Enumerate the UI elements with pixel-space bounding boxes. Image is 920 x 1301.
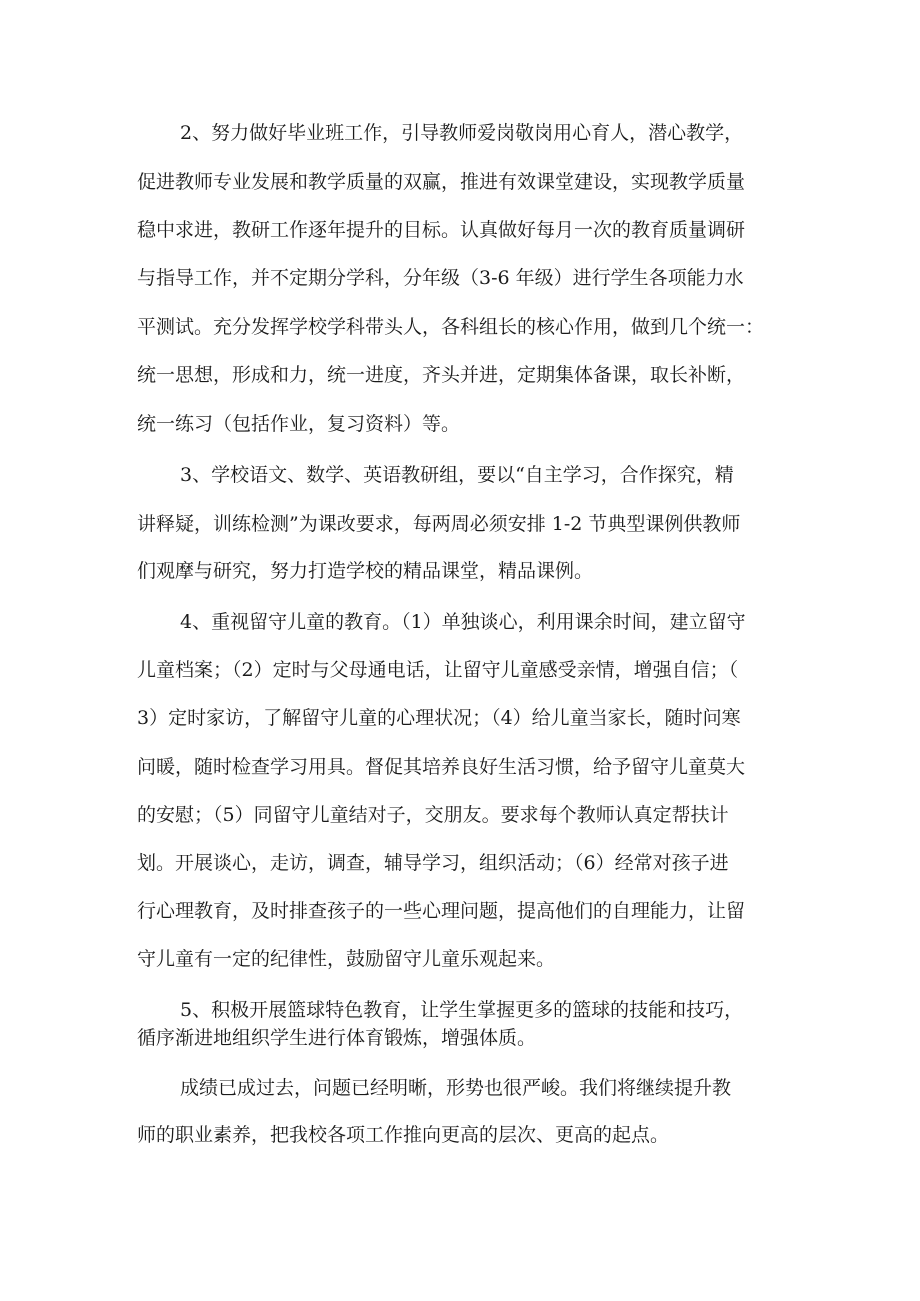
paragraph-2-line-2: 促进教师专业发展和教学质量的双赢，推进有效课堂建设，实现教学质量 bbox=[137, 171, 746, 193]
paragraph-2-line-7: 统一练习（包括作业，复习资料）等。 bbox=[137, 413, 461, 435]
paragraph-4-line-5: 的安慰；（5）同留守儿童结对子，交朋友。要求每个教师认真定帮扶计 bbox=[137, 804, 729, 826]
paragraph-2-line-6: 统一思想，形成和力，统一进度，齐头并进，定期集体备课，取长补断， bbox=[137, 364, 746, 386]
paragraph-4-line-6: 划。开展谈心，走访，调查，辅导学习，组织活动；（6）经常对孩子进 bbox=[137, 852, 729, 874]
paragraph-5-line-1: 5、积极开展篮球特色教育，让学生掌握更多的篮球的技能和技巧， bbox=[180, 999, 744, 1021]
paragraph-4-line-2: 儿童档案；（2）定时与父母通电话，让留守儿童感受亲情，增强自信；（ bbox=[137, 659, 739, 681]
paragraph-3-line-1: 3、学校语文、数学、英语教研组，要以“自主学习，合作探究，精 bbox=[180, 464, 734, 486]
paragraph-4-line-8: 守儿童有一定的纪律性，鼓励留守儿童乐观起来。 bbox=[137, 948, 556, 970]
paragraph-2-line-5: 平测试。充分发挥学校学科带头人，各科组长的核心作用，做到几个统一： bbox=[137, 316, 765, 338]
paragraph-4-line-3: 3）定时家访，了解留守儿童的心理状况；（4）给儿童当家长，随时问寒 bbox=[137, 707, 741, 729]
paragraph-4-line-1: 4、重视留守儿童的教育。（1）单独谈心，利用课余时间，建立留守 bbox=[180, 611, 746, 633]
paragraph-2-line-4: 与指导工作，并不定期分学科，分年级（3-6 年级）进行学生各项能力水 bbox=[137, 267, 744, 289]
paragraph-3-line-3: 们观摩与研究，努力打造学校的精品课堂，精品课例。 bbox=[137, 560, 594, 582]
paragraph-2-line-1: 2、努力做好毕业班工作，引导教师爱岗敬岗用心育人，潜心教学， bbox=[180, 122, 744, 144]
closing-paragraph-line-2: 师的职业素养，把我校各项工作推向更高的层次、更高的起点。 bbox=[137, 1124, 670, 1146]
paragraph-4-line-4: 问暖，随时检查学习用具。督促其培养良好生活习惯，给予留守儿童莫大 bbox=[137, 756, 746, 778]
closing-paragraph-line-1: 成绩已成过去，问题已经明晰，形势也很严峻。我们将继续提升教 bbox=[180, 1077, 732, 1099]
paragraph-2-line-3: 稳中求进，教研工作逐年提升的目标。认真做好每月一次的教育质量调研 bbox=[137, 219, 746, 241]
paragraph-4-line-7: 行心理教育，及时排查孩子的一些心理问题，提高他们的自理能力，让留 bbox=[137, 900, 746, 922]
paragraph-5-line-2: 循序渐进地组织学生进行体育锻炼，增强体质。 bbox=[137, 1027, 537, 1049]
paragraph-3-line-2: 讲释疑，训练检测”为课改要求，每两周必须安排 1-2 节典型课例供教师 bbox=[137, 513, 741, 535]
